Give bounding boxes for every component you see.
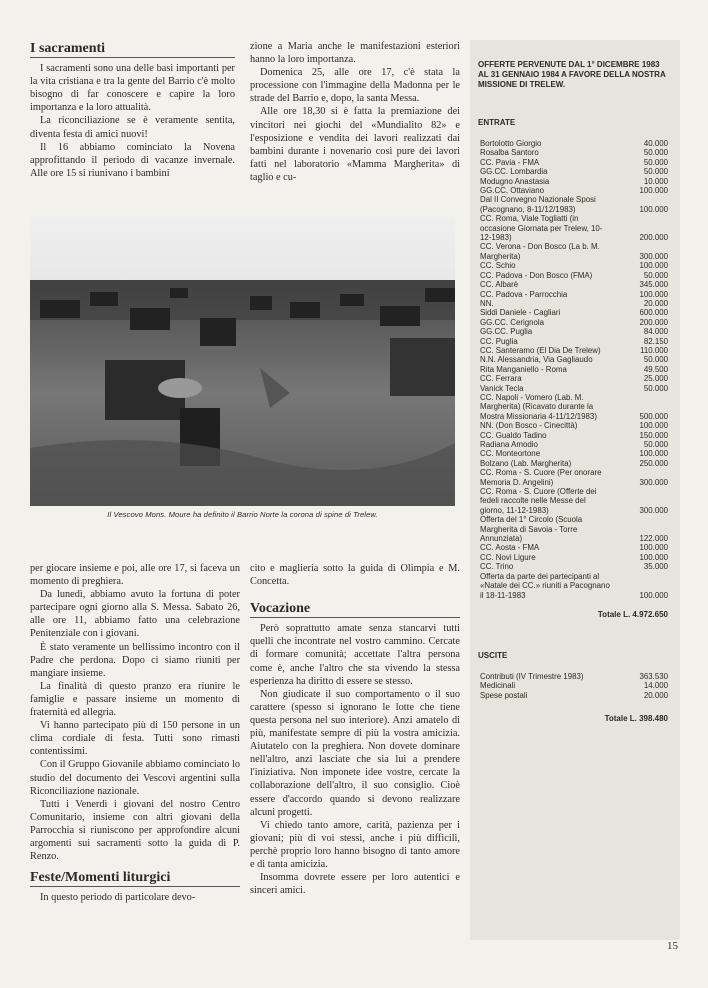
ledger-donor: CC. Padova - Don Bosco (FMA) bbox=[480, 270, 593, 280]
ledger-row bbox=[470, 139, 680, 148]
ledger-donor: GG.CC. Lombardia bbox=[480, 167, 548, 177]
ledger-donor: Contributi (IV Trimestre 1983) bbox=[480, 671, 584, 681]
ledger-donor: NN. bbox=[480, 298, 494, 308]
entrate-total: Totale L. 4.972.650 bbox=[597, 609, 668, 619]
ledger-donor: CC. Monteortone bbox=[480, 449, 541, 459]
ledger-donor: Rita Manganiello - Roma bbox=[480, 364, 567, 374]
lower-right-column bbox=[250, 562, 460, 897]
ledger-amount: 40.000 bbox=[643, 139, 668, 148]
ledger-row bbox=[470, 672, 680, 681]
ledger-amount: 300.000 bbox=[639, 505, 668, 515]
ledger-donor: CC. Pavia - FMA bbox=[480, 157, 540, 167]
ledger-row bbox=[470, 691, 680, 700]
ledger-donor: Vanick Tecla bbox=[480, 383, 524, 393]
ledger-donor: CC. Gualdo Tadino bbox=[480, 430, 547, 440]
ledger-row bbox=[470, 242, 680, 261]
ledger-row bbox=[470, 468, 680, 487]
ledger-row bbox=[470, 327, 680, 336]
paragraph: Alle ore 18,30 si è fatta la premiazione dei vincitori nei giochi del «Mundialito 82» e l'esposizione e vendita dei lavori realizzati dai bambini durante i novenario così pure dei lavori fatti nel laboratorio «Mamma Margherita» di taglio e cu- bbox=[250, 106, 460, 183]
ledger-donor: CC. Novi Ligure bbox=[480, 552, 536, 562]
ledger-donor: CC. Santeramo (El Dia De Trelew) bbox=[480, 345, 601, 355]
ledger-amount: 100.000 bbox=[639, 421, 668, 431]
ledger-amount: 250.000 bbox=[639, 458, 668, 468]
ledger-amount: 100.000 bbox=[639, 590, 668, 600]
ledger-row bbox=[470, 148, 680, 157]
ledger-donor: CC. Padova - Parrocchia bbox=[480, 289, 568, 299]
offerte-box bbox=[470, 40, 680, 940]
page-number: 15 bbox=[667, 940, 678, 952]
ledger-donor: CC. Napoli - Vomero (Lab. M. Margherita) (Ricavato durante la Mostra Missionaria 4-11/12/1983) bbox=[480, 392, 597, 421]
ledger-donor: Radiana Amodio bbox=[480, 440, 538, 449]
ledger-amount: 50.000 bbox=[643, 355, 668, 365]
paragraph: cito e maglieria sotto la guida di Olimpia e M. Concetta. bbox=[250, 563, 460, 588]
paragraph: Il 16 abbiamo cominciato la Novena approfittando il periodo di vacanze invernale. Alle ore 15 si riunivano i bambini bbox=[30, 141, 235, 179]
ledger-amount: 122.000 bbox=[639, 534, 668, 544]
ledger-donor: Spese postali bbox=[480, 690, 528, 700]
sacramenti-column bbox=[30, 42, 235, 180]
ledger-amount: 600.000 bbox=[639, 308, 668, 318]
ledger-donor: Medicinali bbox=[480, 681, 516, 691]
ledger-row bbox=[470, 280, 680, 289]
ledger-amount: 300.000 bbox=[639, 251, 668, 261]
ledger-donor: Bortolotto Giorgio bbox=[480, 139, 542, 148]
ledger-donor: CC. Aosta - FMA bbox=[480, 543, 540, 553]
paragraph: Però soprattutto amate senza stancarvi tutti quelli che incontrate nel vostro cammino. Cercate di formare comunità; accettate l'altra persona come è, anche l'altro che sta vivendo la stessa esperienza ha diritto di essere se stesso. bbox=[250, 623, 460, 687]
ledger-row bbox=[470, 271, 680, 280]
ledger-amount: 500.000 bbox=[639, 411, 668, 421]
ledger-donor: CC. Albarè bbox=[480, 280, 519, 290]
ledger-amount: 110.000 bbox=[640, 345, 668, 355]
barrio-photo bbox=[30, 218, 455, 506]
ledger-donor: CC. Ferrara bbox=[480, 374, 522, 384]
uscite-total: Totale L. 398.480 bbox=[604, 714, 668, 724]
ledger-donor: Siddi Daniele - Cagliari bbox=[480, 308, 561, 318]
ledger-amount: 20.000 bbox=[643, 690, 668, 700]
ledger-amount: 345.000 bbox=[639, 280, 668, 290]
ledger-row bbox=[470, 553, 680, 562]
paragraph: È stato veramente un bellissimo incontro con il Padre che perdona. Dopo ci siamo riuniti per mangiare insieme. bbox=[30, 641, 240, 679]
ledger-amount: 25.000 bbox=[643, 374, 668, 384]
ledger-row bbox=[470, 214, 680, 242]
ledger-donor: Bolzano (Lab. Margherita) bbox=[480, 458, 572, 468]
paragraph: Tutti i Venerdì i giovani del nostro Centro Comunitario, insieme con altri giovani della Parrocchia si riuniscono per approfondire alcuni argomenti sui sacramenti sotto la guida di P. Renzo. bbox=[30, 798, 240, 863]
ledger-row bbox=[470, 355, 680, 364]
uscite-table bbox=[470, 672, 680, 700]
ledger-amount: 50.000 bbox=[643, 383, 668, 393]
ledger-donor: Modugno Anastasia bbox=[480, 176, 550, 186]
sacramenti-heading: I sacramenti bbox=[30, 42, 235, 58]
ledger-row bbox=[470, 681, 680, 690]
ledger-donor: CC. Trino bbox=[480, 562, 514, 572]
ledger-row bbox=[470, 572, 680, 600]
paragraph: Vi chiedo tanto amore, carità, pazienza per i giovani; più di voi stessi, anche i più difficili, perchè proprio loro hanno bisogno di tanto amore e di tanta amicizia. bbox=[250, 819, 460, 870]
ledger-amount: 50.000 bbox=[643, 167, 668, 177]
entrate-heading: ENTRATE bbox=[478, 118, 516, 127]
paragraph: Domenica 25, alle ore 17, c'è stata la processione con l'immagine della Madonna per le strade del Barrio e, dopo, la santa Messa. bbox=[250, 67, 460, 105]
ledger-row bbox=[470, 374, 680, 383]
feste-heading: Feste/Momenti liturgici bbox=[30, 871, 240, 887]
ledger-amount: 150.000 bbox=[639, 430, 668, 440]
ledger-amount: 20.000 bbox=[643, 298, 668, 308]
ledger-amount: 84.000 bbox=[643, 327, 668, 337]
ledger-donor: N.N. Alessandria, Via Gagliaudo bbox=[480, 355, 593, 365]
ledger-row bbox=[470, 562, 680, 571]
ledger-amount: 50.000 bbox=[643, 148, 668, 158]
ledger-amount: 50.000 bbox=[643, 157, 668, 167]
ledger-amount: 100.000 bbox=[639, 543, 668, 553]
ledger-donor: CC. Roma - S. Cuore (Offerte dei fedeli raccolte nelle Messe del giorno, 11-12-1983) bbox=[480, 487, 597, 515]
paragraph: I sacramenti sono una delle basi importanti per la vita cristiana e tra la gente del Barrio c'è molto bisogno di far conoscere e capire la loro importanza e la loro attualità. bbox=[30, 63, 235, 114]
ledger-amount: 100.000 bbox=[639, 449, 668, 459]
ledger-donor: GG.CC. Ottaviano bbox=[480, 186, 545, 196]
ledger-amount: 100.000 bbox=[639, 261, 668, 271]
ledger-donor: Rosalba Santoro bbox=[480, 148, 539, 158]
vocazione-heading: Vocazione bbox=[250, 602, 460, 618]
ledger-row bbox=[470, 158, 680, 167]
ledger-donor: CC. Puglia bbox=[480, 336, 518, 346]
ledger-amount: 300.000 bbox=[639, 477, 668, 487]
ledger-donor: Dal II Convegno Nazionale Sposi (Pacognano, 8-11/12/1983) bbox=[480, 195, 596, 214]
ledger-row bbox=[470, 393, 680, 421]
ledger-amount: 49.500 bbox=[643, 364, 668, 374]
ledger-donor: GG.CC. Cerignola bbox=[480, 317, 545, 327]
ledger-amount: 50.000 bbox=[643, 440, 668, 449]
ledger-row bbox=[470, 365, 680, 374]
ledger-donor: Offerta da parte dei partecipanti al «Natale dei CC.» riuniti a Pacognano il 18-11-1983 bbox=[480, 571, 610, 600]
ledger-amount: 363.530 bbox=[639, 671, 668, 681]
ledger-row bbox=[470, 167, 680, 176]
uscite-heading: USCITE bbox=[478, 650, 508, 660]
paragraph: Con il Gruppo Giovanile abbiamo cominciato lo studio del documento dei Vescovi argentini sulla Riconciliazione nazionale. bbox=[30, 759, 240, 797]
ledger-row bbox=[470, 186, 680, 195]
ledger-amount: 14.000 bbox=[643, 681, 668, 691]
entrate-table bbox=[470, 139, 680, 600]
offerte-header: OFFERTE PERVENUTE DAL 1° DICEMBRE 1983 AL 31 GENNAIO 1984 A FAVORE DELLA NOSTRA MISSIONE DI TRELEW. bbox=[478, 60, 666, 89]
ledger-row bbox=[470, 515, 680, 543]
ledger-amount: 200.000 bbox=[639, 317, 668, 327]
ledger-donor: NN. (Don Bosco - Cinecittà) bbox=[480, 421, 578, 431]
ledger-row bbox=[470, 299, 680, 308]
paragraph: In questo periodo di particolare devo- bbox=[40, 892, 196, 904]
ledger-amount: 82.150 bbox=[643, 336, 668, 346]
ledger-row bbox=[470, 459, 680, 468]
paragraph: La finalità di questo pranzo era riunire le famiglie e passare insieme un momento di fraternità ed allegria. bbox=[30, 680, 240, 719]
ledger-row bbox=[470, 290, 680, 299]
ledger-row bbox=[470, 431, 680, 440]
ledger-row bbox=[470, 346, 680, 355]
ledger-row bbox=[470, 440, 680, 449]
ledger-row bbox=[470, 487, 680, 515]
paragraph: Vi hanno partecipato più di 150 persone in un clima cordiale di festa. Tutti sono rimasti contentissimi. bbox=[30, 720, 240, 758]
ledger-amount: 100.000 bbox=[639, 186, 668, 196]
paragraph: Insomma dovrete essere per loro autentici e sinceri amici. bbox=[250, 872, 460, 897]
ledger-row bbox=[470, 308, 680, 317]
ledger-amount: 35.000 bbox=[643, 562, 668, 572]
ledger-amount: 100.000 bbox=[639, 552, 668, 562]
ledger-donor: CC. Roma - S. Cuore (Per onorare Memoria D. Angelini) bbox=[480, 468, 602, 487]
ledger-donor: CC. Verona - Don Bosco (La b. M. Margherita) bbox=[480, 242, 600, 261]
ledger-amount: 10.000 bbox=[643, 176, 668, 186]
sacramenti-column-continued bbox=[250, 40, 460, 184]
ledger-amount: 100.000 bbox=[639, 289, 668, 299]
ledger-row bbox=[470, 195, 680, 214]
ledger-donor: CC. Roma, Viale Togliatti (in occasione Giornata per Trelew, 10-12-1983) bbox=[480, 214, 603, 243]
ledger-row bbox=[470, 449, 680, 458]
ledger-row bbox=[470, 543, 680, 552]
paragraph: per giocare insieme e poi, alle ore 17, si faceva un momento di preghiera. bbox=[30, 563, 240, 588]
ledger-row bbox=[470, 384, 680, 393]
ledger-row bbox=[470, 421, 680, 430]
ledger-amount: 100.000 bbox=[639, 204, 668, 214]
paragraph: La riconciliazione se è veramente sentita, diventa festa di amici nuovi! bbox=[30, 115, 235, 140]
barrio-landscape-image bbox=[30, 218, 455, 506]
ledger-donor: GG.CC. Puglia bbox=[480, 327, 533, 337]
ledger-row bbox=[470, 261, 680, 270]
ledger-row bbox=[470, 318, 680, 327]
ledger-donor: Offerta del 1° Circolo (Scuola Margherita di Savoia - Torre Annunziata) bbox=[480, 515, 583, 544]
ledger-amount: 50.000 bbox=[643, 270, 668, 280]
paragraph: Non giudicate il suo comportamento o il suo carattere (spesso si ignorano le lotte che tiene questa persona nel suo interiore). Anzi amatelo di più, manifestate sempre di più la vostra amicizia. Aiutatelo con la preghiera. Non dovete dominare nell'altro, anzi lasciate che sia lui a prendere l'iniziativa. Non imponete idee vostre, cercate la collaborazione dell'altro, il suo consiglio. Cioè essere d'accordo quando si devono realizzare alcuni progetti. bbox=[250, 688, 460, 818]
photo-caption: Il Vescovo Mons. Moure ha definito il Barrio Norte la corona di spine di Trelew. bbox=[107, 510, 378, 519]
ledger-row bbox=[470, 177, 680, 186]
lower-left-column bbox=[30, 562, 240, 904]
paragraph: zione a Maria anche le manifestazioni esteriori hanno la loro importanza. bbox=[250, 41, 460, 66]
paragraph: Da lunedì, abbiamo avuto la fortuna di poter partecipare ogni giorno alla S. Messa. Sabato 26, alle ore 11, abbiamo fatto una celebrazione Penitenziale con i giovani. bbox=[30, 589, 240, 640]
ledger-donor: CC. Schio bbox=[480, 261, 516, 271]
ledger-amount: 200.000 bbox=[639, 233, 668, 243]
ledger-row bbox=[470, 337, 680, 346]
